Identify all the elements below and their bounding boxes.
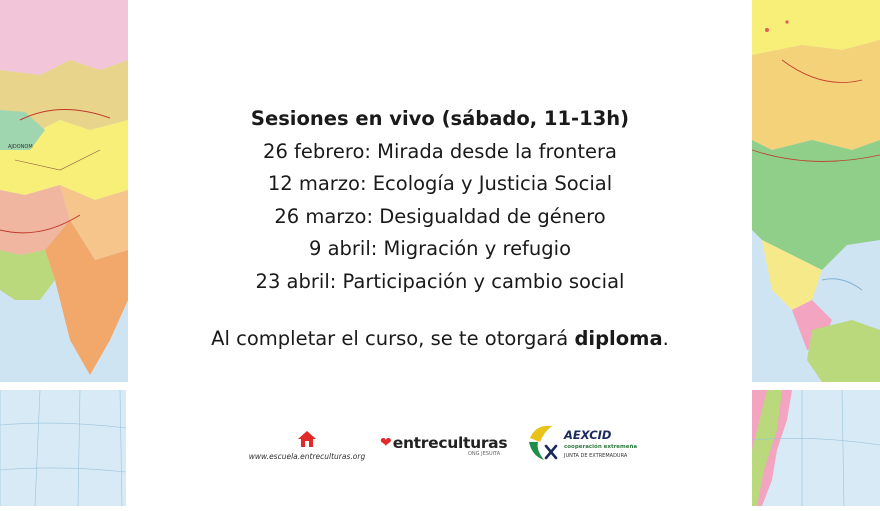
entreculturas-logo — [380, 434, 508, 474]
escuela-logo — [232, 430, 382, 470]
sessions-title: Sesiones en vivo (sábado, 11-13h) — [250, 107, 630, 130]
session-item: 9 abril: Migración y refugio — [308, 237, 572, 260]
aexcid-government: JUNTA DE EXTREMADURA — [564, 453, 628, 459]
map-image-ocean-left — [0, 390, 126, 506]
sessions-block — [128, 103, 752, 298]
entreculturas-sub: ONG JESUITA — [468, 451, 501, 457]
diploma-note — [128, 323, 752, 355]
escuela-url: www.escuela.entreculturas.org — [248, 452, 366, 461]
map-image-south-america — [752, 390, 880, 506]
map-label: AJDONOM — [8, 144, 33, 150]
map-image-asia — [0, 0, 128, 382]
aexcid-logo — [526, 420, 636, 466]
session-item: 12 marzo: Ecología y Justicia Social — [267, 172, 613, 195]
session-item: 26 marzo: Desigualdad de género — [274, 204, 606, 228]
entreculturas-name: entreculturas — [392, 434, 508, 452]
diploma-word: diploma — [574, 327, 663, 350]
heart-icon: ❤ — [380, 435, 392, 451]
session-item: 23 abril: Participación y cambio social — [255, 269, 625, 293]
aexcid-symbol-icon — [526, 420, 562, 464]
aexcid-tagline: cooperación extremeña — [564, 444, 638, 450]
house-icon — [297, 430, 317, 448]
aexcid-name: AEXCID — [564, 428, 612, 442]
diploma-note-text: Al completar el curso, se te otorgará — [211, 327, 575, 350]
map-image-americas — [752, 0, 880, 382]
session-item: 26 febrero: Mirada desde la frontera — [263, 139, 617, 163]
diploma-note-end: . — [662, 327, 669, 350]
